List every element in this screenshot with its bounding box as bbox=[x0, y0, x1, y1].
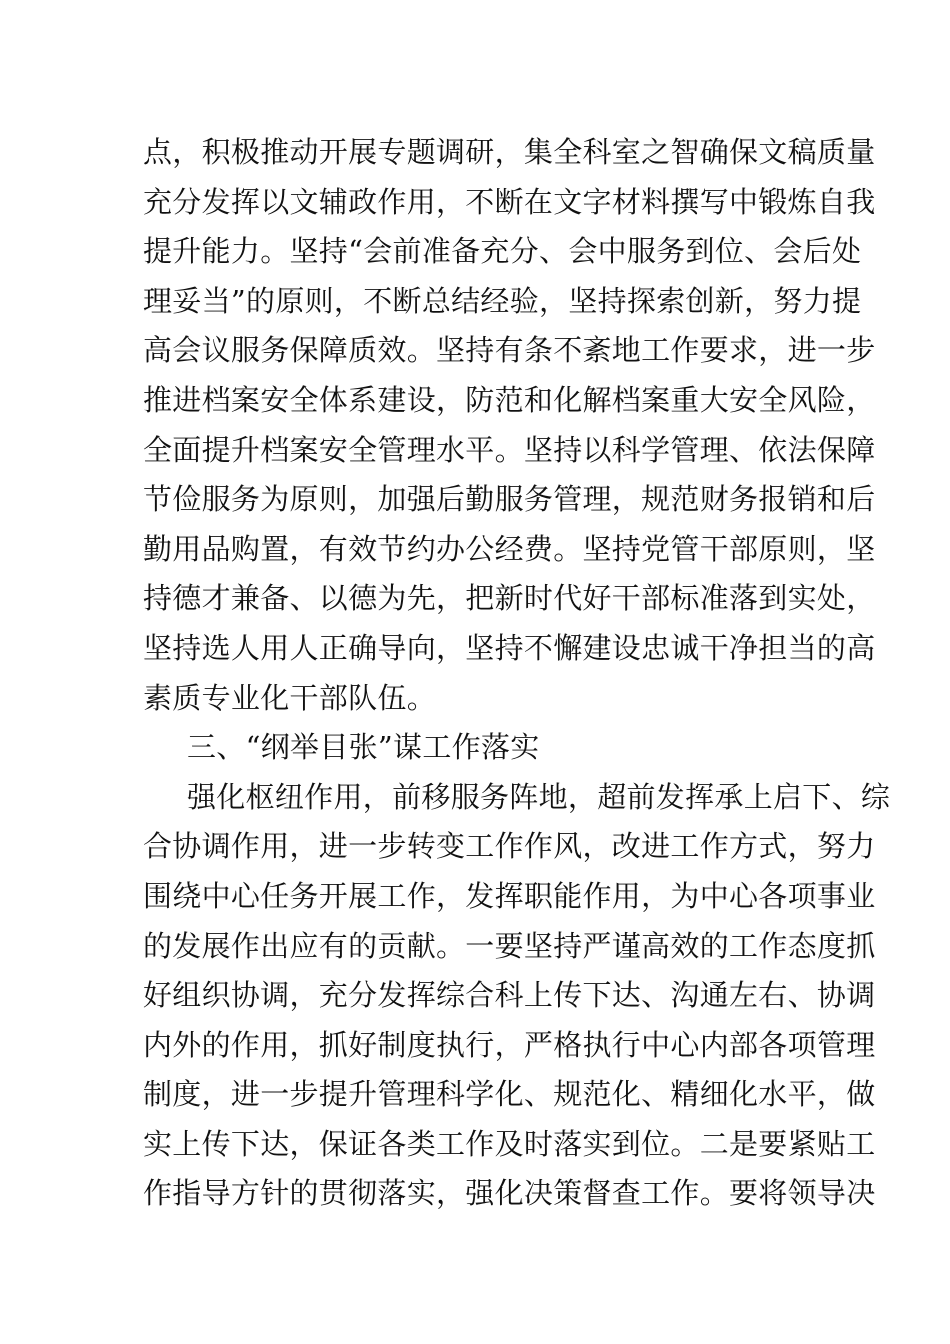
text-line: 合协调作用，进一步转变工作作风，改进工作方式，努力 bbox=[143, 829, 876, 864]
text-line: 推进档案安全体系建设，防范和化解档案重大安全风险， bbox=[143, 382, 876, 417]
text-line: 内外的作用，抓好制度执行，严格执行中心内部各项管理 bbox=[143, 1027, 876, 1062]
text-line: 制度，进一步提升管理科学化、规范化、精细化水平，做 bbox=[143, 1077, 876, 1112]
text-line: 好组织协调，充分发挥综合科上传下达、沟通左右、协调 bbox=[143, 978, 876, 1013]
text-line: 点，积极推动开展专题调研，集全科室之智确保文稿质量 bbox=[143, 135, 876, 169]
text-line: 围绕中心任务开展工作，发挥职能作用，为中心各项事业 bbox=[143, 878, 876, 913]
text-line: 的发展作出应有的贡献。一要坚持严谨高效的工作态度抓 bbox=[143, 928, 876, 963]
body-text bbox=[143, 128, 891, 1219]
text-line: 坚持选人用人正确导向，坚持不懈建设忠诚干净担当的高 bbox=[143, 630, 876, 665]
text-line: 理妥当”的原则，不断总结经验，坚持探索创新，努力提 bbox=[143, 283, 862, 318]
text-line: 实上传下达，保证各类工作及时落实到位。二是要紧贴工 bbox=[143, 1126, 876, 1161]
text-line: 素质专业化干部队伍。 bbox=[143, 680, 437, 715]
text-line: 作指导方针的贯彻落实，强化决策督查工作。要将领导决 bbox=[143, 1176, 876, 1211]
text-line: 提升能力。坚持“会前准备充分、会中服务到位、会后处 bbox=[143, 234, 862, 269]
text-line: 持德才兼备、以德为先，把新时代好干部标准落到实处， bbox=[143, 581, 876, 616]
text-line: 节俭服务为原则，加强后勤服务管理，规范财务报销和后 bbox=[143, 482, 876, 517]
text-line: 高会议服务保障质效。坚持有条不紊地工作要求，进一步 bbox=[143, 333, 876, 368]
text-line: 勤用品购置，有效节约办公经费。坚持党管干部原则，坚 bbox=[143, 531, 876, 566]
text-line: 充分发挥以文辅政作用，不断在文字材料撰写中锻炼自我 bbox=[143, 184, 876, 219]
text-line: 全面提升档案安全管理水平。坚持以科学管理、依法保障 bbox=[143, 432, 876, 467]
section-heading: 三、“纲举目张”谋工作落实 bbox=[187, 730, 540, 765]
text-line: 强化枢纽作用，前移服务阵地，超前发挥承上启下、综 bbox=[187, 779, 891, 814]
